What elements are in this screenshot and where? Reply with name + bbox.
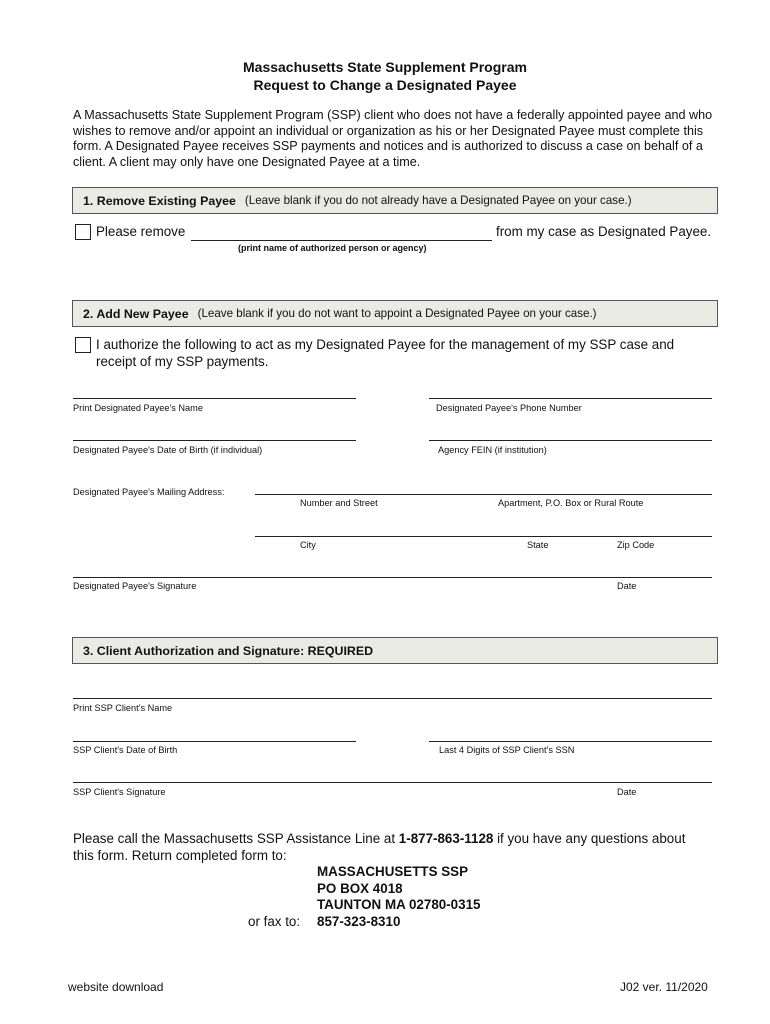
contact-line-2: this form. Return completed form to: — [73, 848, 287, 863]
remove-payee-checkbox[interactable] — [75, 224, 91, 240]
intro-paragraph: A Massachusetts State Supplement Program (SSP) client who does not have a federally appointed payee and who wishes to remove and/or appoint an individual or organization as his or her Designated Payee must complete this form. A Designated Payee receives SSP payments and notices and is authorized to discuss a case on behalf of a client. A client may only have one Designated Payee at a time. — [73, 108, 713, 169]
payee-date-label: Date — [617, 581, 637, 591]
print-name-caption: (print name of authorized person or agency) — [238, 243, 427, 253]
remove-payee-name-field[interactable] — [191, 240, 492, 241]
section-3-heading: 3. Client Authorization and Signature: REQUIRED — [83, 643, 374, 658]
section-1-heading: 1. Remove Existing Payee — [83, 193, 236, 208]
mail-address-2: PO BOX 4018 — [317, 881, 403, 896]
fax-number: 857-323-8310 — [317, 914, 401, 929]
ssn-last4-label: Last 4 Digits of SSP Client's SSN — [439, 745, 575, 755]
footer-version: J02 ver. 11/2020 — [620, 980, 708, 994]
payee-name-field[interactable] — [73, 398, 356, 399]
contact-line-1 — [73, 831, 733, 846]
footer-left: website download — [68, 980, 164, 994]
authorize-text-line1: I authorize the following to act as my Designated Payee for the management of my SSP case and — [96, 337, 675, 352]
section-1-header — [72, 187, 718, 214]
client-name-field[interactable] — [73, 698, 712, 699]
agency-fein-field[interactable] — [429, 440, 712, 441]
from-case-label: from my case as Designated Payee. — [496, 224, 712, 239]
payee-dob-label: Designated Payee's Date of Birth (if individual) — [73, 445, 263, 455]
number-street-label: Number and Street — [300, 498, 378, 508]
client-signature-label: SSP Client's Signature — [73, 787, 166, 797]
assistance-phone: 1-877-863-1128 — [398, 831, 494, 846]
contact-pre: Please call the Massachusetts SSP Assistance Line at — [73, 831, 399, 846]
payee-signature-label: Designated Payee's Signature — [73, 581, 197, 591]
contact-post: if you have any questions about — [493, 831, 686, 846]
authorize-text-line2: receipt of my SSP payments. — [96, 354, 269, 369]
payee-name-label: Print Designated Payee's Name — [73, 403, 203, 413]
street-address-field[interactable] — [255, 494, 712, 495]
mailing-address-label: Designated Payee's Mailing Address: — [73, 487, 225, 497]
form-title: Massachusetts State Supplement Program — [243, 59, 527, 75]
section-3-header — [72, 637, 718, 664]
section-2-heading: 2. Add New Payee — [83, 306, 189, 321]
client-name-label: Print SSP Client's Name — [73, 703, 173, 713]
client-signature-field[interactable] — [73, 782, 712, 783]
add-payee-checkbox[interactable] — [75, 337, 91, 353]
city-state-zip-field[interactable] — [255, 536, 712, 537]
apartment-label: Apartment, P.O. Box or Rural Route — [498, 498, 644, 508]
ssn-last4-field[interactable] — [429, 741, 712, 742]
payee-phone-label: Designated Payee's Phone Number — [436, 403, 582, 413]
client-dob-field[interactable] — [73, 741, 356, 742]
please-remove-label: Please remove — [96, 224, 186, 239]
payee-dob-field[interactable] — [73, 440, 356, 441]
section-2-note: (Leave blank if you do not want to appoint a Designated Payee on your case.) — [197, 307, 597, 320]
agency-fein-label: Agency FEIN (if institution) — [438, 445, 547, 455]
payee-phone-field[interactable] — [429, 398, 712, 399]
section-2-header — [72, 300, 718, 327]
mail-address-1: MASSACHUSETTS SSP — [317, 864, 469, 879]
client-date-label: Date — [617, 787, 637, 797]
mail-address-3: TAUNTON MA 02780-0315 — [317, 897, 481, 912]
client-dob-label: SSP Client's Date of Birth — [73, 745, 178, 755]
section-1-note: (Leave blank if you do not already have a Designated Payee on your case.) — [244, 194, 632, 207]
fax-label: or fax to: — [248, 914, 301, 929]
state-label: State — [527, 540, 549, 550]
zip-label: Zip Code — [617, 540, 655, 550]
city-label: City — [300, 540, 316, 550]
form-subtitle: Request to Change a Designated Payee — [253, 77, 517, 93]
payee-signature-field[interactable] — [73, 577, 712, 578]
